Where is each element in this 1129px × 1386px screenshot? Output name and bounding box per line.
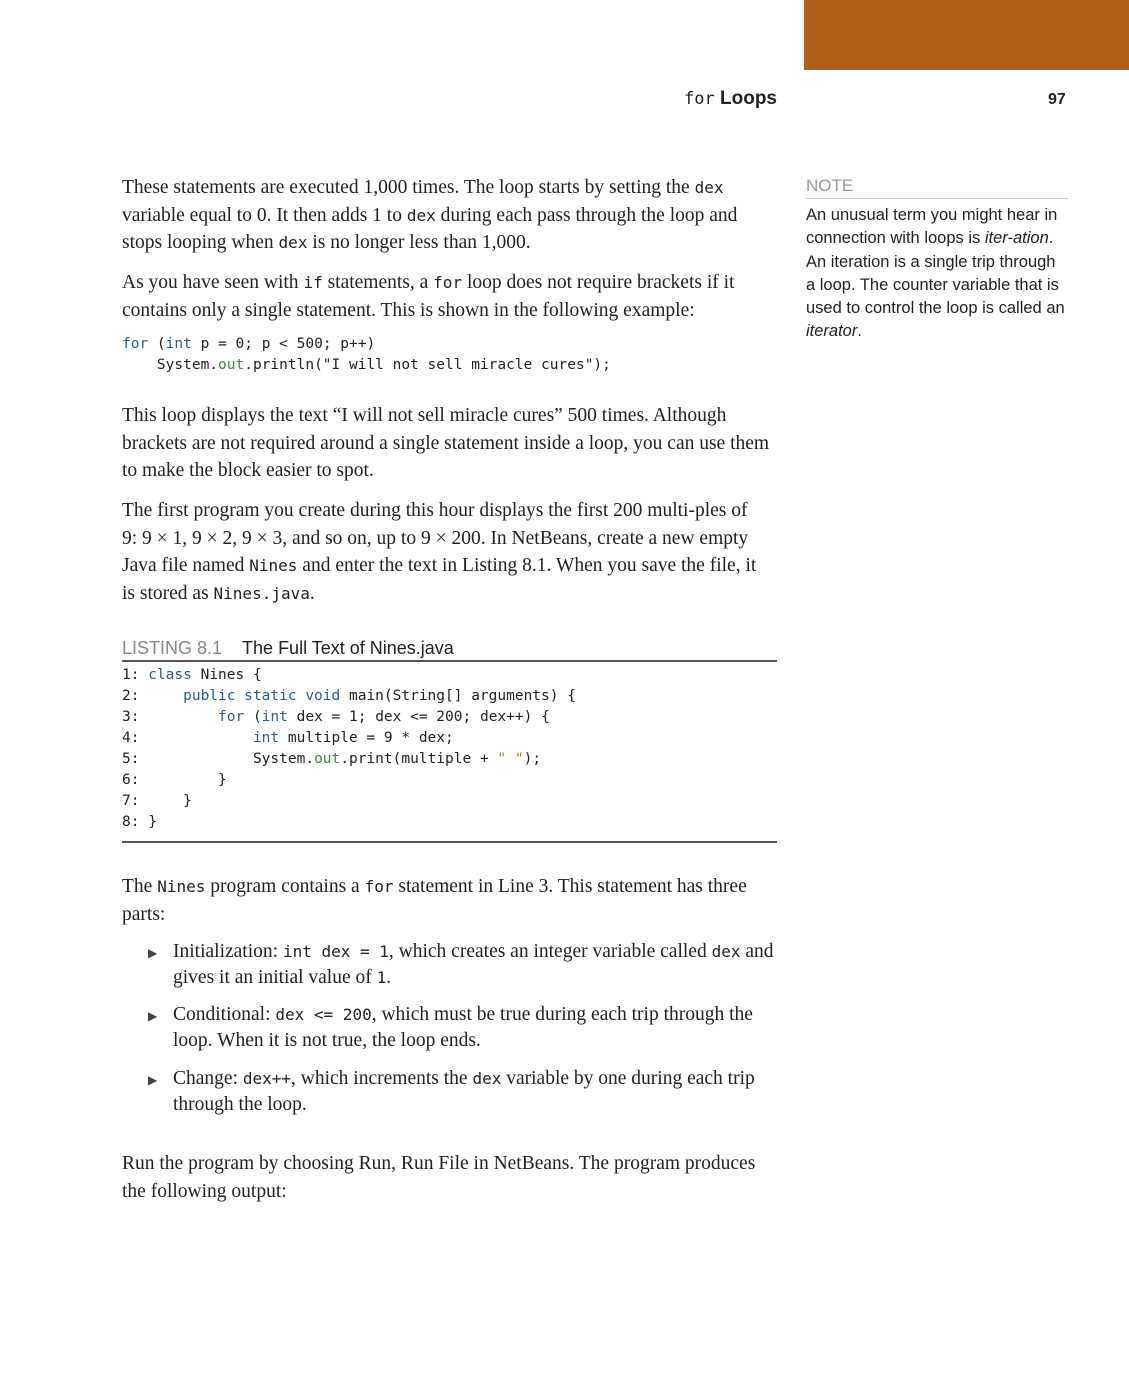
text-run: Change: <box>173 1068 243 1089</box>
running-head-code: for <box>684 89 715 109</box>
code-token: int <box>261 709 288 725</box>
code-line <box>122 791 576 812</box>
text-run: , which increments the <box>291 1068 473 1089</box>
listing-caption: The Full Text of Nines.java <box>242 638 454 658</box>
text-run: ( <box>148 336 166 352</box>
paragraph <box>122 269 782 324</box>
note-heading: NOTE <box>806 176 1068 199</box>
inline-code: dex++ <box>242 1069 292 1088</box>
text-run: .println("I will not sell miracle cures"); <box>244 357 611 373</box>
text-run: System. <box>122 357 219 373</box>
text-run: The first program you create during this hour displays the first 200 multi-ples of 9: 9 × 1, 9 × 2, 9 × 3, and so on, up to 9 × 200. In NetBeans, create a new empty Java file named <box>122 500 749 576</box>
text-run: 1: <box>122 667 149 683</box>
sidebar-note <box>806 176 1068 344</box>
code-line <box>122 728 576 749</box>
text-run: main(String[] arguments) { <box>340 688 576 704</box>
text-run: . An iteration is a single trip through a loop. The counter variable that is used to control the loop is called an <box>806 229 1065 318</box>
inline-code: for <box>364 877 394 896</box>
running-head <box>684 88 777 110</box>
text-run: statements, a <box>322 272 434 293</box>
text-run: p = 0; p < 500; p++) <box>191 336 376 352</box>
code-line <box>122 686 576 707</box>
inline-code: if <box>303 273 323 292</box>
code-line <box>122 665 576 686</box>
code-token: public static void <box>183 688 341 704</box>
text-run: and enter the text in Listing 8.1. When you save the file, it is stored as <box>122 555 757 604</box>
text-run: program contains a <box>205 876 365 897</box>
text-run: , which creates an integer variable called <box>388 941 712 962</box>
code-token: class <box>148 667 192 683</box>
text-run: . <box>309 582 315 604</box>
code-token: " " <box>497 751 524 767</box>
text-run: is no longer less than 1,000. <box>307 232 531 253</box>
inline-code: for <box>433 273 463 292</box>
text-run: 6: } <box>122 772 227 788</box>
bullet-icon: ▶ <box>148 1009 158 1023</box>
code-token: int <box>165 336 192 352</box>
inline-code: int dex = 1 <box>282 942 389 961</box>
listing-title <box>122 638 777 662</box>
emphasis: iterator <box>806 322 858 341</box>
text-run: statement in Line 3. This statement has three parts: <box>122 876 747 925</box>
code-token: int <box>252 730 280 746</box>
text-run: This loop displays the text “I will not sell miracle cures” 500 times. Although brackets are not required around a single statement inside a loop, you can use them to make the block easier to spot. <box>122 405 770 481</box>
code-line <box>122 707 576 728</box>
text-run: and gives it an initial value of <box>173 941 774 988</box>
text-run: An unusual term you might hear in connection with loops is <box>806 206 1058 248</box>
text-run: loop does not require brackets if it contains only a single statement. This is shown in the following example: <box>122 272 735 321</box>
paragraph <box>122 873 782 928</box>
code-line <box>122 355 611 376</box>
text-run: , which must be true during each trip through the loop. When it is not true, the loop ends. <box>173 1004 753 1051</box>
text-run: Nines { <box>191 667 262 683</box>
code-token: for <box>122 336 149 352</box>
code-line <box>122 749 576 770</box>
text-run: multiple = 9 * dex; <box>279 730 454 746</box>
text-run: Initialization: <box>173 941 283 962</box>
emphasis: iter-ation <box>984 229 1049 248</box>
inline-code: 1 <box>376 968 387 987</box>
code-line <box>122 770 576 791</box>
text-run: Conditional: <box>173 1004 276 1025</box>
example-code <box>122 334 611 376</box>
paragraph <box>122 174 782 257</box>
inline-code: dex <box>694 178 724 197</box>
text-run: 4: <box>122 730 253 746</box>
inline-code: dex <box>472 1069 502 1088</box>
bullet-icon: ▶ <box>148 946 158 960</box>
text-run: during each pass through the loop and stops looping when <box>122 204 738 253</box>
inline-code: Nines.java <box>213 583 310 603</box>
note-body <box>806 204 1068 344</box>
text-run: ( <box>244 709 262 725</box>
chapter-tab <box>804 0 1129 70</box>
inline-code: dex <= 200 <box>275 1005 372 1024</box>
paragraph <box>122 1150 782 1205</box>
text-run: dex = 1; dex <= 200; dex++) { <box>287 709 550 725</box>
text-run: These statements are executed 1,000 times. The loop starts by setting the <box>122 177 695 198</box>
text-run: . <box>857 322 862 341</box>
inline-code: Nines <box>157 877 206 896</box>
listing-label: LISTING 8.1 <box>122 638 223 658</box>
page-number: 97 <box>1048 91 1066 108</box>
text-run: variable equal to 0. It then adds 1 to <box>122 204 407 226</box>
bullet-icon: ▶ <box>148 1073 158 1087</box>
listing-code <box>122 665 576 833</box>
listing-rule <box>122 841 777 843</box>
list-item <box>173 939 783 991</box>
text-run: . <box>386 967 392 988</box>
inline-code: dex <box>278 233 308 252</box>
list-item <box>173 1002 783 1054</box>
list-item <box>173 1066 783 1118</box>
text-run: The <box>122 876 158 897</box>
code-token: out <box>314 751 341 767</box>
text-run: variable by one during each trip through the loop. <box>173 1068 755 1115</box>
running-head-text: Loops <box>720 88 777 109</box>
text-run: 5: System. <box>122 751 315 767</box>
code-token: out <box>218 357 245 373</box>
inline-code: dex <box>406 205 436 225</box>
text-run: 8: } <box>122 814 157 830</box>
text-run: ); <box>523 751 542 767</box>
text-run: 3: <box>122 709 219 725</box>
inline-code: dex <box>711 942 741 961</box>
paragraph <box>122 402 782 485</box>
text-run: 2: <box>122 688 184 704</box>
code-token: for <box>218 709 245 725</box>
code-line <box>122 812 576 833</box>
text-run: .print(multiple + <box>340 751 498 767</box>
paragraph <box>122 497 767 607</box>
code-line <box>122 334 611 355</box>
text-run: 7: } <box>122 793 192 809</box>
text-run: Run the program by choosing Run, Run File in NetBeans. The program produces the following output: <box>122 1153 756 1202</box>
text-run: As you have seen with <box>122 272 304 293</box>
inline-code: Nines <box>249 556 298 575</box>
